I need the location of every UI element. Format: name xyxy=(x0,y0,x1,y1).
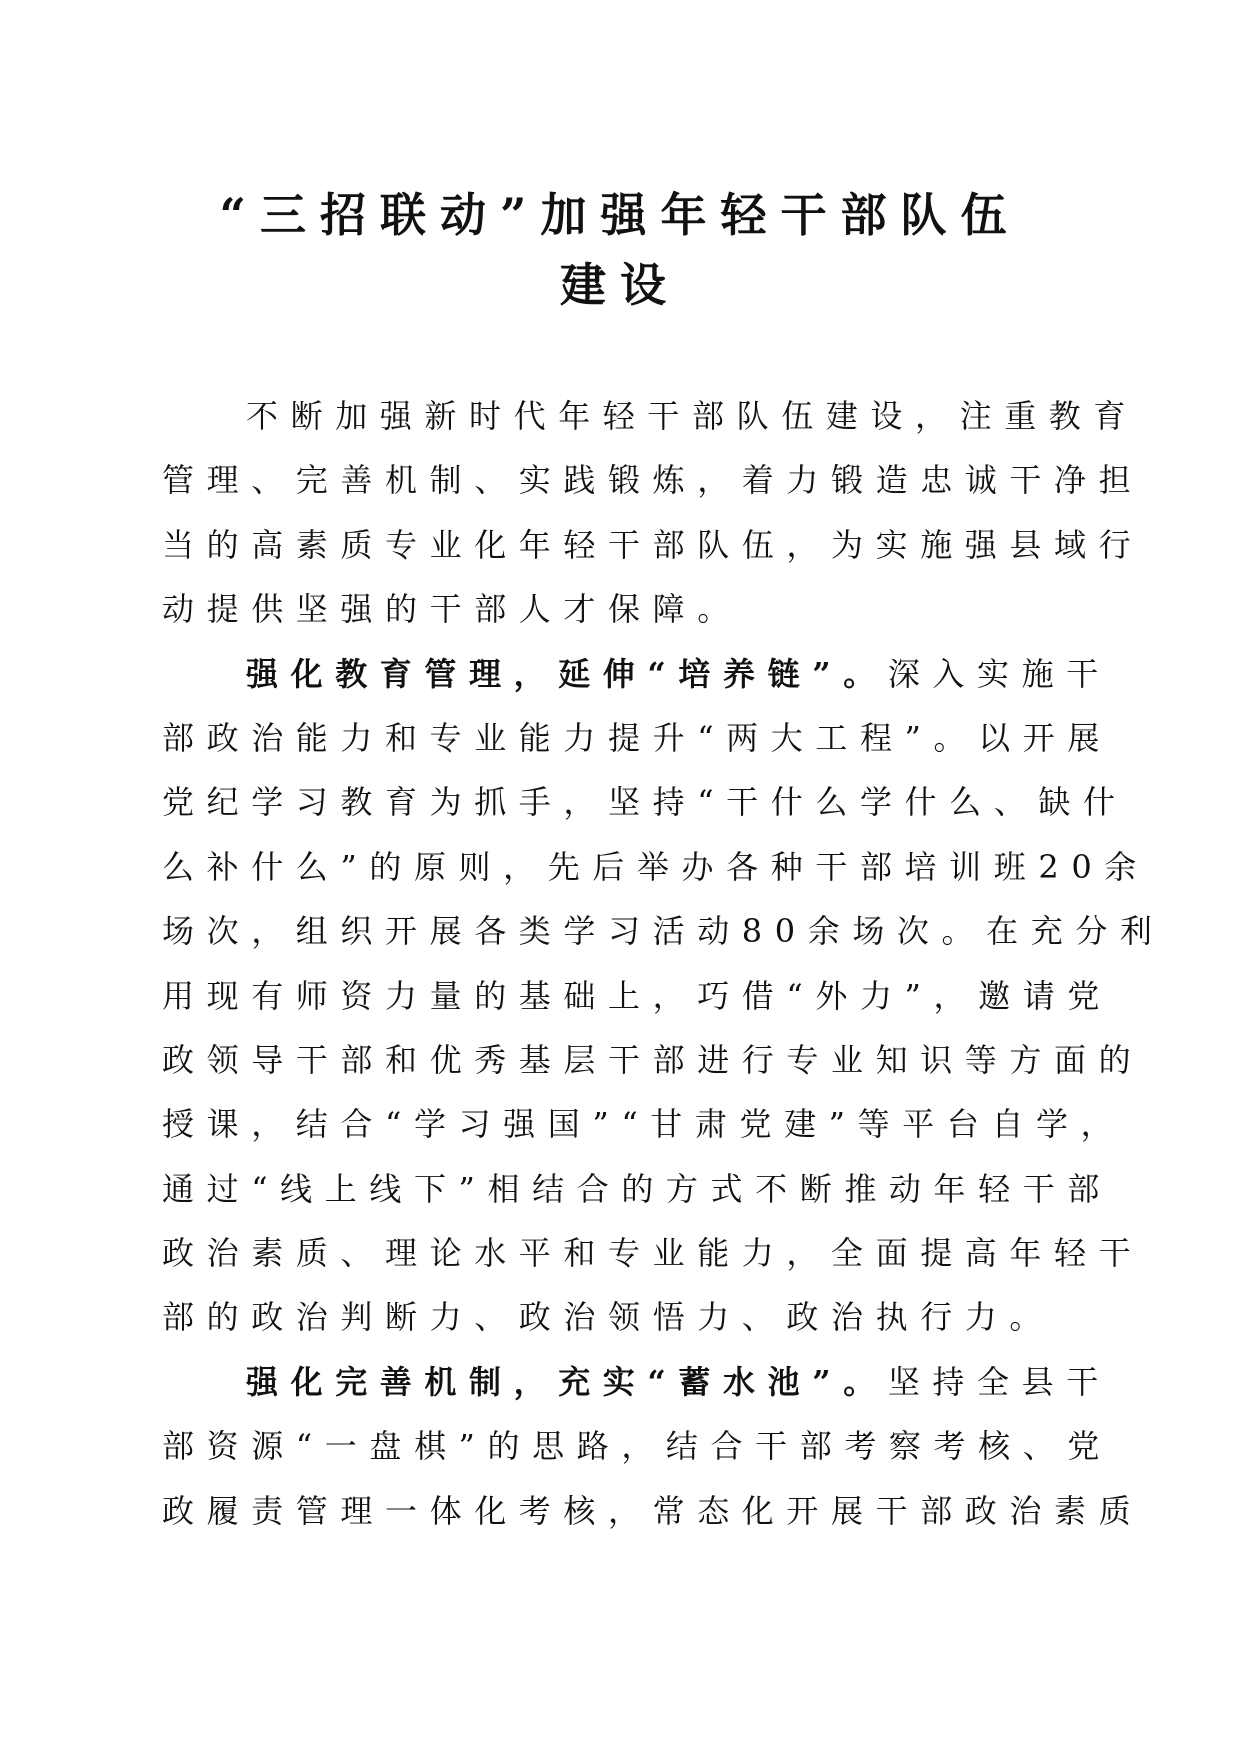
heading-line-rest: 深入实施干 xyxy=(887,654,1111,693)
paragraph-line: 授课，结合“学习强国”“甘肃党建”等平台自学， xyxy=(162,1105,1126,1144)
paragraph-line: 么补什么”的原则，先后举办各种干部培训班20余 xyxy=(162,847,1149,886)
paragraph-line: 不断加强新时代年轻干部队伍建设，注重教育 xyxy=(246,397,1139,435)
paragraph-line: 动提供坚强的干部人才保障。 xyxy=(162,590,742,629)
paragraph-line: 用现有师资力量的基础上，巧借“外力”，邀请党 xyxy=(162,976,1112,1015)
paragraph-first-line xyxy=(162,1350,1111,1414)
paragraph-first-line xyxy=(162,642,1111,706)
heading-line-rest: 坚持全县干 xyxy=(887,1362,1111,1401)
section-heading: 强化完善机制，充实“蓄水池”。 xyxy=(246,1362,888,1401)
paragraph-line: 部资源“一盘棋”的思路，结合干部考察考核、党 xyxy=(162,1427,1112,1466)
document-title xyxy=(160,180,1080,320)
section-heading: 强化教育管理，延伸“培养链”。 xyxy=(246,654,888,693)
paragraph-line: 当的高素质专业化年轻干部队伍，为实施强县域行 xyxy=(162,525,1144,564)
paragraph-line: 政治素质、理论水平和专业能力，全面提高年轻干 xyxy=(162,1234,1144,1273)
paragraph-line: 政履责管理一体化考核，常态化开展干部政治素质 xyxy=(162,1491,1144,1530)
paragraph-line: 管理、完善机制、实践锻炼，着力锻造忠诚干净担 xyxy=(162,461,1144,500)
paragraph-line: 政领导干部和优秀基层干部进行专业知识等方面的 xyxy=(162,1040,1144,1079)
paragraph-intro xyxy=(162,384,1144,642)
paragraph-education-management xyxy=(162,642,1165,1350)
paragraph-line: 部的政治判断力、政治领悟力、政治执行力。 xyxy=(162,1298,1055,1337)
paragraph-mechanism xyxy=(162,1350,1144,1543)
paragraph-line: 通过“线上线下”相结合的方式不断推动年轻干部 xyxy=(162,1169,1112,1208)
paragraph-line: 部政治能力和专业能力提升“两大工程”。以开展 xyxy=(162,718,1112,757)
paragraph-line: 场次，组织开展各类学习活动80余场次。在充分利 xyxy=(162,912,1165,951)
title-line-2: 建设 xyxy=(560,258,680,312)
title-line-1: “三招联动”加强年轻干部队伍 xyxy=(219,188,1021,242)
document-body xyxy=(162,384,1165,1543)
paragraph-line: 党纪学习教育为抓手，坚持“干什么学什么、缺什 xyxy=(162,783,1128,822)
